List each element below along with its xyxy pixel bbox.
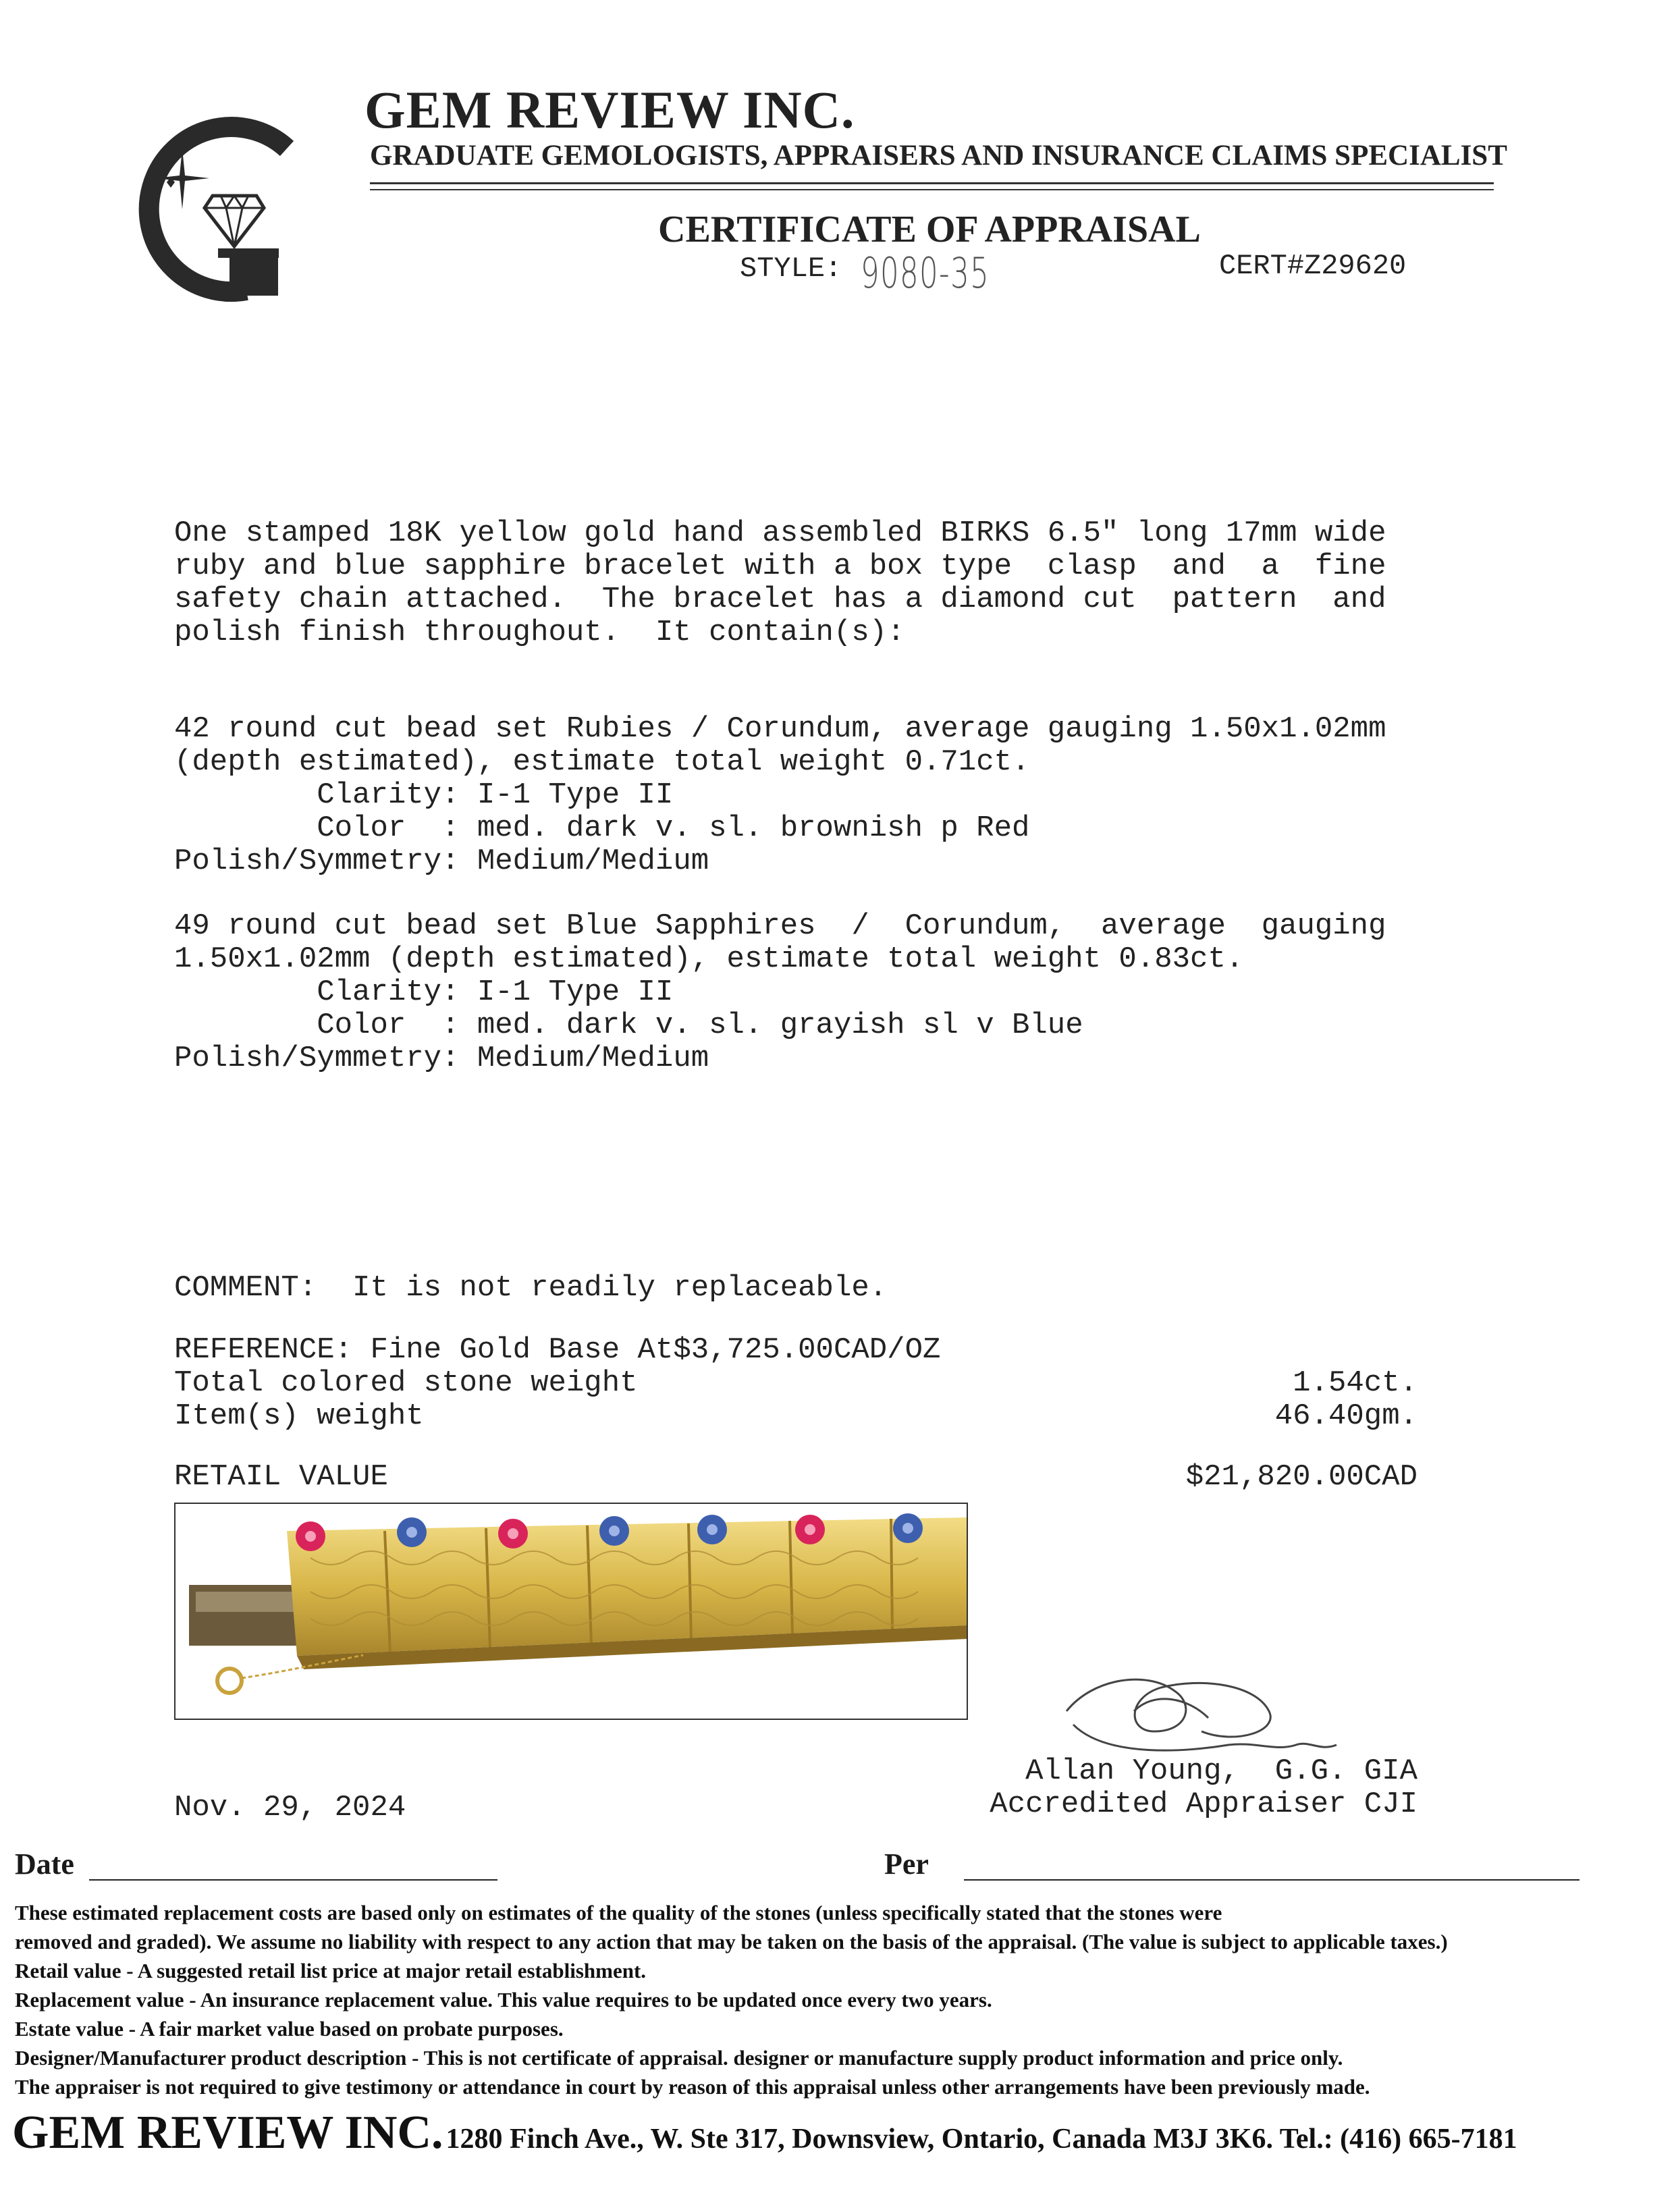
item-description <box>174 517 1386 649</box>
disclaimer-line: Replacement value - An insurance replacement value. This value requires to be updated once every two years. <box>15 1988 992 2012</box>
sapphire-line: Color : med. dark v. sl. grayish sl v Blue <box>174 1008 1083 1042</box>
sapphire-details <box>174 910 1386 1075</box>
style-value-handwritten: 9080-35 <box>861 248 990 298</box>
ruby-line: Polish/Symmetry: Medium/Medium <box>174 844 709 878</box>
header-rule-top <box>370 182 1494 184</box>
footer-company: GEM REVIEW INC. <box>12 2107 443 2159</box>
date-signature-line <box>89 1879 497 1881</box>
description-line: One stamped 18K yellow gold hand assembled BIRKS 6.5" long 17mm wide <box>174 516 1386 550</box>
item-weight-value: 46.40gm. <box>1274 1399 1418 1433</box>
certificate-title: CERTIFICATE OF APPRAISAL <box>658 209 1201 250</box>
ruby-line: Clarity: I-1 Type II <box>174 778 674 812</box>
appraiser-credential: Accredited Appraiser CJI <box>990 1787 1418 1821</box>
style-label: STYLE: <box>740 252 842 285</box>
per-signature-line <box>964 1879 1580 1881</box>
sapphire-line: Clarity: I-1 Type II <box>174 975 674 1009</box>
disclaimer-line: These estimated replacement costs are based only on estimates of the quality of the stones (unless specifically stated that the stones were <box>15 1901 1222 1924</box>
company-name: GEM REVIEW INC. <box>364 80 855 139</box>
stone-weight-value: 1.54ct. <box>1293 1366 1418 1400</box>
disclaimer <box>15 1898 1448 2101</box>
sapphire-line: 1.50x1.02mm (depth estimated), estimate total weight 0.83ct. <box>174 942 1244 976</box>
footer <box>12 2106 1517 2160</box>
bracelet-photo <box>174 1503 968 1720</box>
company-logo <box>111 108 300 304</box>
header-rule-bottom <box>370 189 1494 190</box>
item-weight-label: Item(s) weight <box>174 1399 424 1433</box>
ruby-line: (depth estimated), estimate total weight 0.71ct. <box>174 745 1030 779</box>
appraiser-signature <box>1053 1650 1377 1772</box>
sapphire-line: Polish/Symmetry: Medium/Medium <box>174 1042 709 1075</box>
description-line: safety chain attached. The bracelet has a diamond cut pattern and <box>174 583 1386 616</box>
retail-value-label: RETAIL VALUE <box>174 1460 388 1494</box>
stone-weight-label: Total colored stone weight <box>174 1366 638 1400</box>
company-subtitle: GRADUATE GEMOLOGISTS, APPRAISERS AND INSURANCE CLAIMS SPECIALIST <box>370 140 1507 171</box>
reference: REFERENCE: Fine Gold Base At$3,725.00CAD/OZ <box>174 1333 941 1367</box>
ruby-details <box>174 713 1386 878</box>
appraisal-date: Nov. 29, 2024 <box>174 1791 406 1825</box>
disclaimer-line: Designer/Manufacturer product description - This is not certificate of appraisal. designer or manufacture supply product information and price only. <box>15 2046 1343 2070</box>
ruby-line: 42 round cut bead set Rubies / Corundum, average gauging 1.50x1.02mm <box>174 712 1386 746</box>
disclaimer-line: removed and graded). We assume no liability with respect to any action that may be taken on the basis of the appraisal. (The value is subject to applicable taxes.) <box>15 1930 1448 1953</box>
per-label: Per <box>884 1847 929 1881</box>
description-line: ruby and blue sapphire bracelet with a box type clasp and a fine <box>174 549 1386 583</box>
retail-value: $21,820.00CAD <box>1185 1460 1418 1494</box>
ruby-line: Color : med. dark v. sl. brownish p Red <box>174 811 1030 845</box>
footer-address: 1280 Finch Ave., W. Ste 317, Downsview, Ontario, Canada M3J 3K6. Tel.: (416) 665-7181 <box>446 2124 1517 2155</box>
cert-number: CERT#Z29620 <box>1219 250 1407 282</box>
date-label: Date <box>15 1847 74 1881</box>
appraiser-name: Allan Young, G.G. GIA <box>1025 1754 1418 1788</box>
sapphire-line: 49 round cut bead set Blue Sapphires / Corundum, average gauging <box>174 909 1386 943</box>
comment: COMMENT: It is not readily replaceable. <box>174 1271 888 1305</box>
description-line: polish finish throughout. It contain(s): <box>174 616 905 649</box>
disclaimer-line: Estate value - A fair market value based on probate purposes. <box>15 2017 564 2041</box>
disclaimer-line: The appraiser is not required to give testimony or attendance in court by reason of this appraisal unless other arrangements have been previously made. <box>15 2075 1370 2099</box>
disclaimer-line: Retail value - A suggested retail list price at major retail establishment. <box>15 1959 647 1982</box>
bracelet-illustration <box>176 1504 967 1719</box>
